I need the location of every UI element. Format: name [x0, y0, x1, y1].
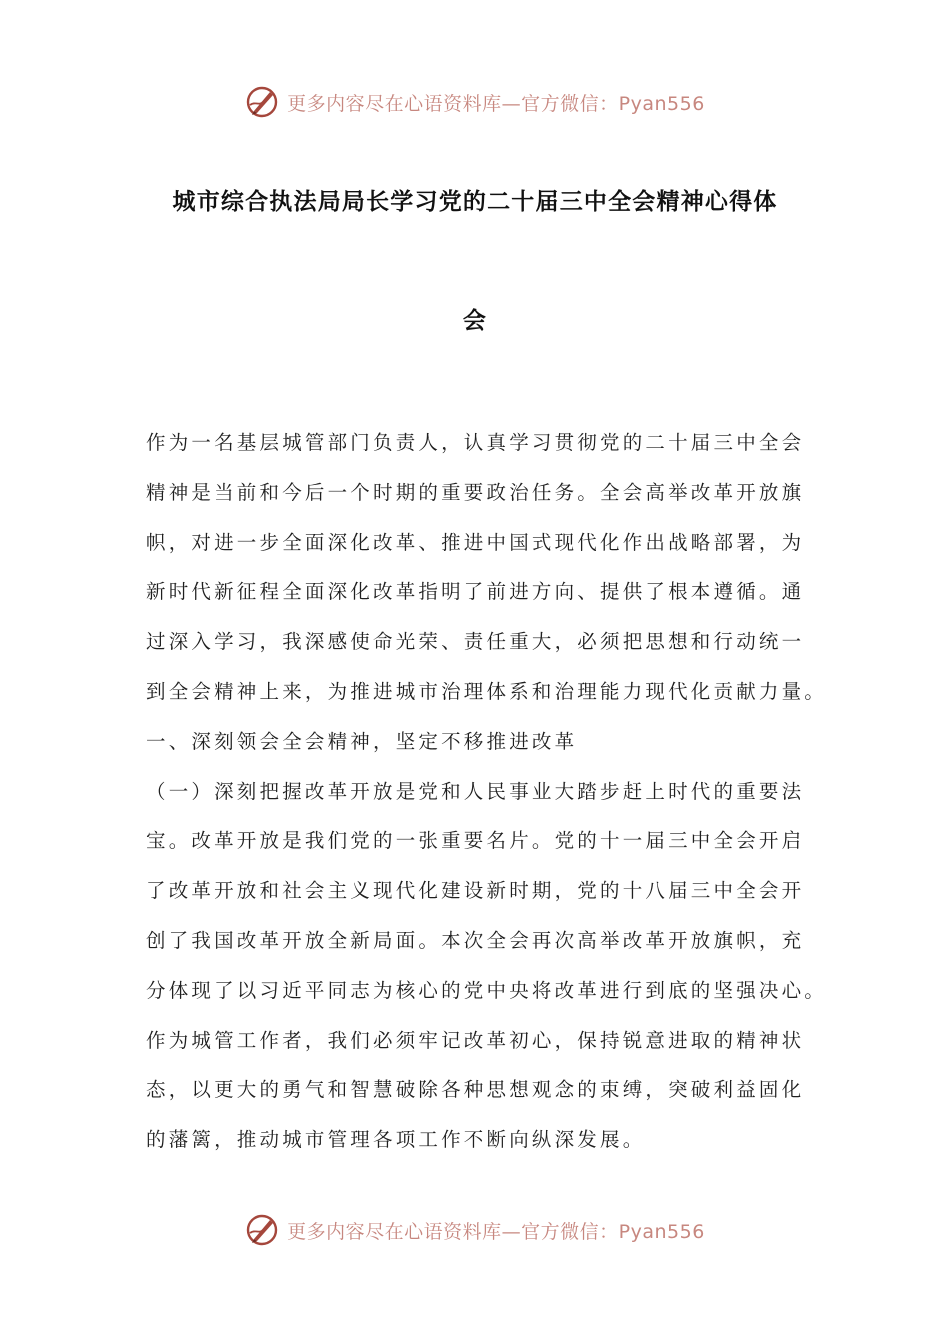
body-line: 作为一名基层城管部门负责人，认真学习贯彻党的二十届三中全会: [146, 431, 805, 454]
body-line: 作为城管工作者，我们必须牢记改革初心，保持锐意进取的精神状: [146, 1028, 805, 1052]
watermark-label: 更多内容尽在心语资料库—官方微信：: [287, 1220, 619, 1243]
footer-watermark-banner: [0, 1210, 950, 1250]
body-line: 帜，对进一步全面深化改革、推进中国式现代化作出战略部署，为: [146, 530, 805, 554]
pen-logo-icon: [245, 1212, 281, 1248]
watermark-wechat-id: Pyan556: [618, 92, 705, 115]
header-watermark-banner: [0, 82, 950, 122]
body-line: 新时代新征程全面深化改革指明了前进方向、提供了根本遵循。通: [146, 580, 805, 604]
document-title-line-1: 城市综合执法局局长学习党的二十届三中全会精神心得体: [172, 189, 778, 215]
watermark-text: [287, 1217, 705, 1244]
body-line: 到全会精神上来，为推进城市治理体系和治理能力现代化贡献力量。: [146, 679, 828, 703]
body-line: 了改革开放和社会主义现代化建设新时期，党的十八届三中全会开: [146, 879, 805, 903]
pen-logo-icon: [245, 84, 281, 120]
body-line: 创了我国改革开放全新局面。本次全会再次高举改革开放旗帜，充: [146, 928, 805, 952]
body-line: 分体现了以习近平同志为核心的党中央将改革进行到底的坚强决心。: [146, 978, 828, 1002]
document-title-line-2: 会: [462, 308, 488, 334]
section-heading: 一、深刻领会全会精神，坚定不移推进改革: [146, 729, 578, 753]
body-line: 态，以更大的勇气和智慧破除各种思想观念的束缚，突破利益固化: [146, 1078, 805, 1102]
body-line: 过深入学习，我深感使命光荣、责任重大，必须把思想和行动统一: [146, 630, 805, 654]
body-line: 精神是当前和今后一个时期的重要政治任务。全会高举改革开放旗: [146, 480, 805, 504]
body-line: （一）深刻把握改革开放是党和人民事业大踏步赶上时代的重要法: [146, 779, 805, 803]
document-body: [146, 418, 826, 1165]
body-line: 的藩篱，推动城市管理各项工作不断向纵深发展。: [146, 1128, 646, 1152]
watermark-text: [287, 89, 705, 116]
body-line: 宝。改革开放是我们党的一张重要名片。党的十一届三中全会开启: [146, 829, 805, 853]
watermark-wechat-id: Pyan556: [618, 1220, 705, 1243]
watermark-label: 更多内容尽在心语资料库—官方微信：: [287, 92, 619, 115]
